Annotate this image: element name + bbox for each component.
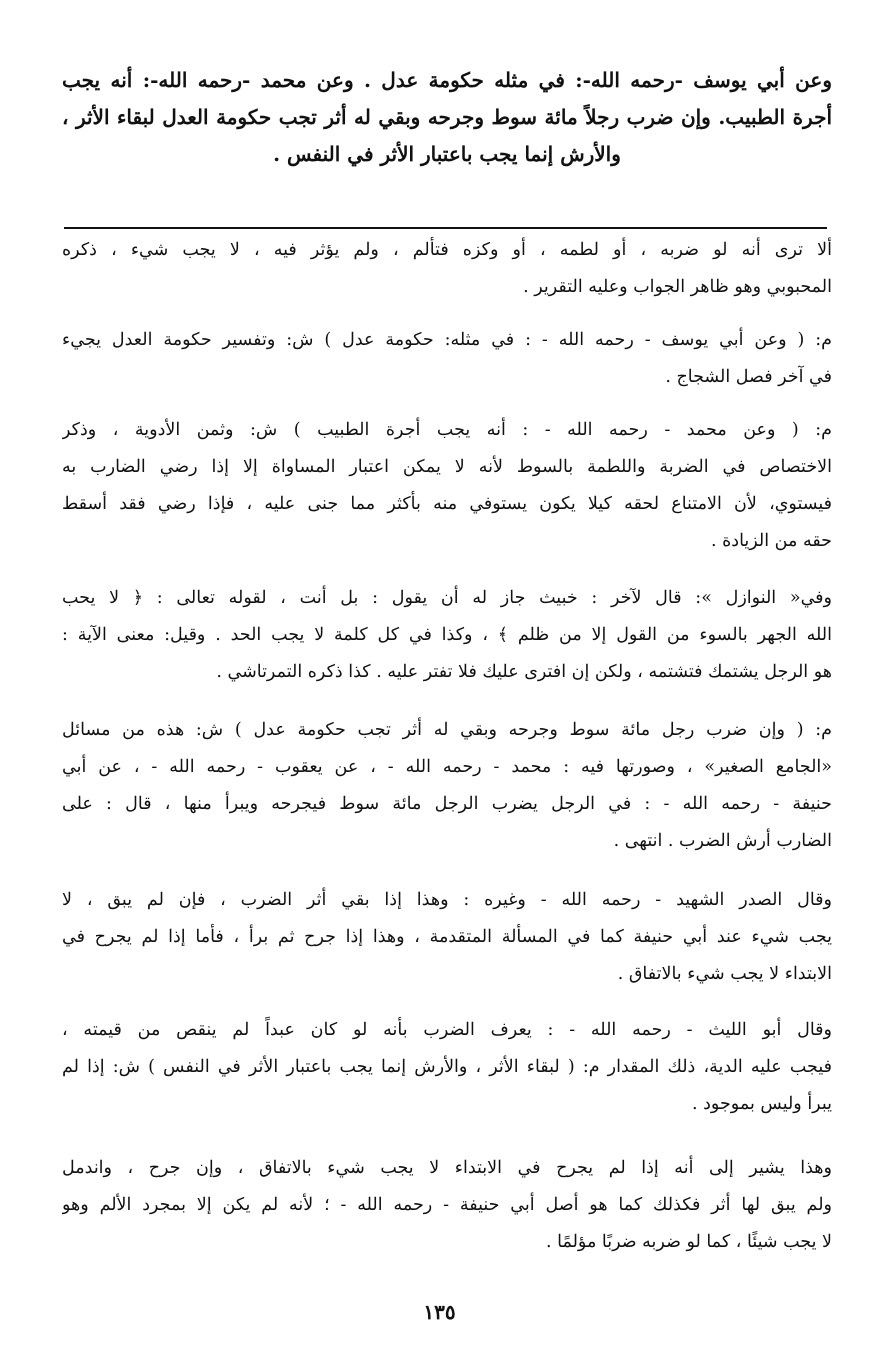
commentary-line: ولم يبق لها أثر فكذلك كما هو أصل أبي حنيفة - رحمه الله - ؛ لأنه لم يكن إلا بمجرد الألم وهو	[62, 1195, 832, 1215]
commentary-line: وقال الصدر الشهيد - رحمه الله - وغيره : وهذا إذا بقي أثر الضرب ، فإن لم يبق ، لا	[62, 890, 832, 910]
commentary-line: فيجب عليه الدية، ذلك المقدار م: ( لبقاء الأثر ، والأرش إنما يجب باعتبار الأثر في النفس ) ش: إذا لم	[62, 1057, 832, 1077]
commentary-line: يجب شيء عند أبي حنيفة كما في المسألة المتقدمة ، وهذا إذا جرح ثم برأ ، فأما إذا لم يجرح في	[62, 927, 832, 947]
commentary-line: يبرأ وليس بموجود .	[692, 1094, 832, 1114]
commentary-line: الله الجهر بالسوء من القول إلا من ظلم ﴾ ، وكذا في كل كلمة لا يجب الحد . وقيل: معنى الآية :	[62, 625, 832, 645]
matn-line: أجرة الطبيب. وإن ضرب رجلاً مائة سوط وجرحه وبقي له أثر تجب حكومة العدل لبقاء الأثر ،	[62, 105, 832, 129]
commentary-line: حقه من الزيادة .	[710, 531, 832, 551]
commentary-line: حنيفة - رحمه الله - : في الرجل يضرب الرجل مائة سوط فيجرحه ويبرأ منها ، قال : على	[62, 794, 832, 814]
commentary-line: هو الرجل يشتمك فتشتمه ، ولكن إن افترى عليك فلا تفتر عليه . كذا ذكره التمرتاشي .	[216, 662, 832, 682]
commentary-line: وفي« النوازل »: قال لآخر : خبيث جاز له أن يقول : بل أنت ، لقوله تعالى : ﴿ لا يحب	[62, 588, 832, 608]
commentary-line: لا يجب شيئًا ، كما لو ضربه ضربًا مؤلمًا .	[546, 1232, 832, 1252]
commentary-line: في آخر فصل الشجاج .	[665, 367, 832, 387]
commentary-line: م: ( وإن ضرب رجل مائة سوط وجرحه وبقي له أثر تجب حكومة عدل ) ش: هذه من مسائل	[62, 720, 832, 740]
commentary-line: م: ( وعن محمد - رحمه الله - : أنه يجب أجرة الطبيب ) ش: وثمن الأدوية ، وذكر	[62, 420, 832, 440]
commentary-paragraph	[62, 712, 832, 860]
commentary-line: وهذا يشير إلى أنه إذا لم يجرح في الابتداء لا يجب شيء بالاتفاق ، وإن جرح ، واندمل	[62, 1158, 832, 1178]
commentary-line: الاختصاص في الضربة واللطمة بالسوط لأنه لا يمكن اعتبار المساواة إلا إذا رضي الضارب به	[62, 457, 832, 477]
commentary-paragraph	[62, 580, 832, 691]
commentary-line: م: ( وعن أبي يوسف - رحمه الله - : في مثله: حكومة عدل ) ش: وتفسير حكومة العدل يجيء	[62, 330, 832, 350]
commentary-paragraph	[62, 1012, 832, 1123]
commentary-line: ألا ترى أنه لو ضربه ، أو لطمه ، أو وكزه فتألم ، ولم يؤثر فيه ، لا يجب شيء ، ذكره	[62, 240, 832, 260]
commentary-paragraph	[62, 1150, 832, 1261]
commentary-paragraph	[62, 882, 832, 993]
page-number: ١٣٥	[423, 1300, 456, 1324]
commentary-line: وقال أبو الليث - رحمه الله - : يعرف الضرب بأنه لو كان عبداً لم ينقص من قيمته ،	[62, 1020, 832, 1040]
commentary-line: «الجامع الصغير» ، وصورتها فيه : محمد - رحمه الله - ، عن يعقوب - رحمه الله - ، عن أبي	[62, 757, 832, 777]
matn-line: وعن أبي يوسف -رحمه الله-: في مثله حكومة عدل . وعن محمد -رحمه الله-: أنه يجب	[62, 68, 832, 92]
commentary-line: الضارب أرش الضرب . انتهى .	[613, 831, 832, 851]
commentary-paragraph	[62, 322, 832, 396]
commentary-line: فيستوي، لأن الامتناع لحقه كيلا يكون يستوفي منه بأكثر مما جنى عليه ، فإذا رضي فقد أسقط	[62, 494, 832, 514]
matn-text	[62, 62, 832, 173]
commentary-line: الابتداء لا يجب شيء بالاتفاق .	[617, 964, 832, 984]
separator-rule	[64, 227, 827, 229]
commentary-line: المحبوبي وهو ظاهر الجواب وعليه التقرير .	[523, 277, 832, 297]
commentary-paragraph	[62, 412, 832, 560]
commentary-paragraph	[62, 232, 832, 306]
main-text-block	[62, 62, 832, 173]
matn-line: والأرش إنما يجب باعتبار الأثر في النفس .	[273, 142, 621, 166]
